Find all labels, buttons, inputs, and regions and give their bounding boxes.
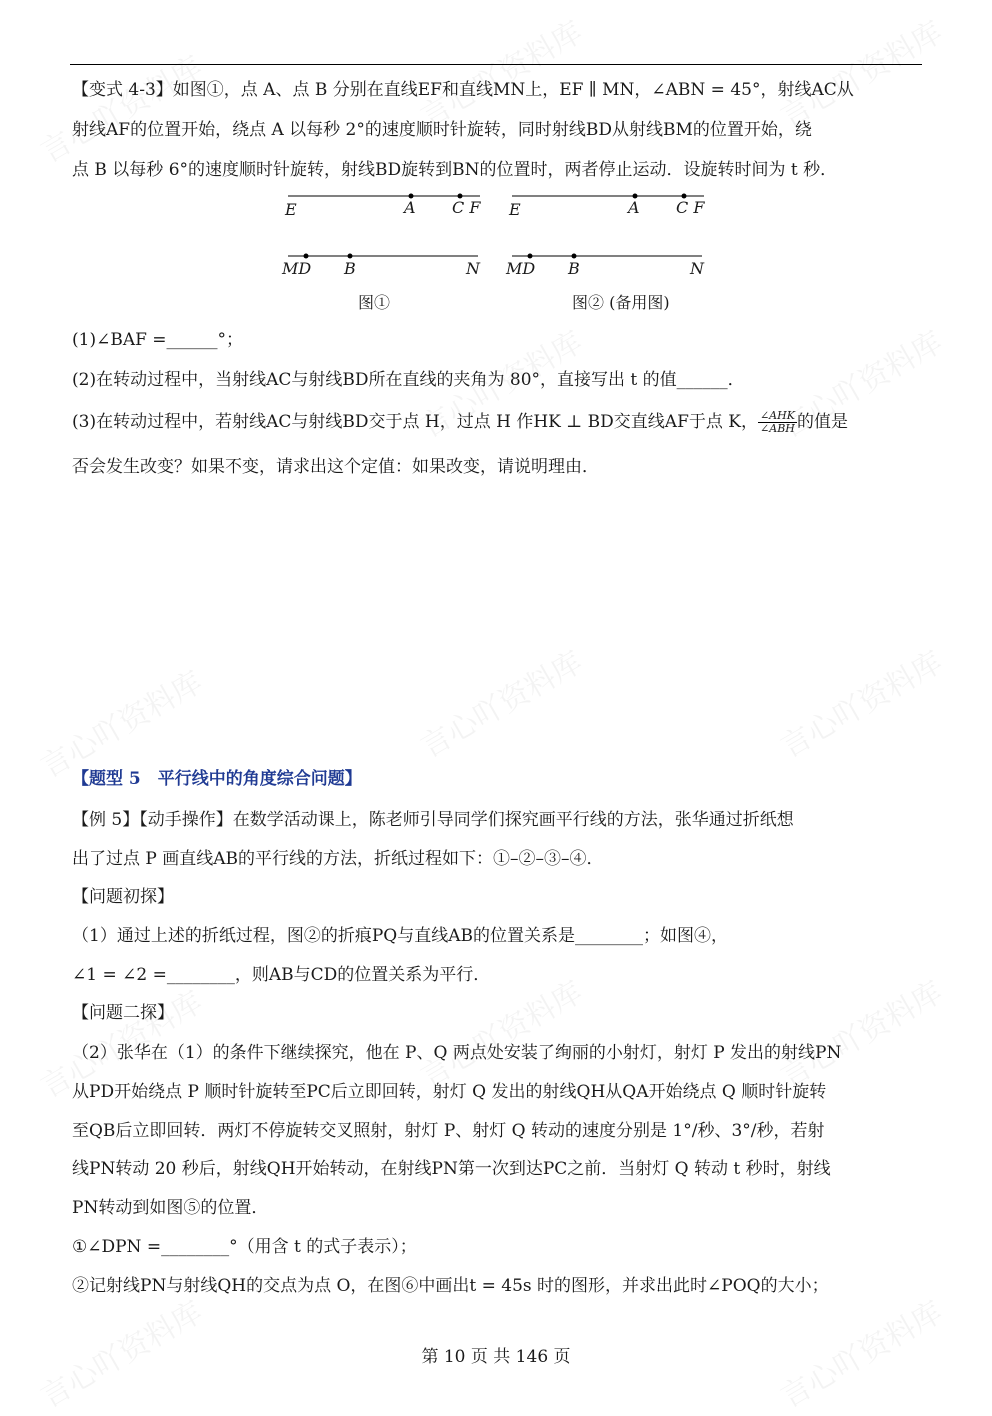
page-footer: 第 10 页 共 146 页: [421, 1347, 571, 1367]
subquestion-1: ①∠DPN =________°（用含 t 的式子表示）；: [72, 1237, 417, 1257]
part-1-line-1: （1）通过上述的折纸过程，图②的折痕PQ与直线AB的位置关系是________；如图④，: [72, 926, 728, 946]
part-2-line-1: （2）张华在（1）的条件下继续探究，他在 P、Q 两点处安装了绚丽的小射灯，射灯 P 发出的射线PN: [72, 1043, 842, 1063]
fraction-numerator: ∠AHK: [759, 409, 795, 422]
watermark: [771, 638, 949, 766]
question-1: (1)∠BAF =______°；: [72, 330, 244, 350]
part-2-line-3: 至QB后立即回转．两灯不停旋转交叉照射，射灯 P、射灯 Q 转动的速度分别是 1°/秒、3°/秒，若射: [72, 1121, 825, 1141]
watermark: [771, 8, 949, 136]
heading-initial-exploration: 【问题初探】: [72, 887, 174, 907]
figure-1-caption: 图①: [358, 293, 391, 312]
variant-line-2: 射线AF的位置开始，绕点 A 以每秒 2°的速度顺时针旋转，同时射线BD从射线BM的位置开始，绕: [72, 120, 812, 140]
watermark: [411, 968, 589, 1096]
label-CF: C F: [676, 198, 705, 217]
label-A: A: [628, 198, 640, 217]
label-B: B: [344, 259, 356, 278]
header-rule: [70, 64, 922, 65]
part-2-line-2: 从PD开始绕点 P 顺时针旋转至PC后立即回转，射灯 Q 发出的射线QH从QA开始绕点 Q 顺时针旋转: [72, 1082, 827, 1102]
part-2-line-5: PN转动到如图⑤的位置．: [72, 1198, 269, 1218]
figure-1: [280, 186, 490, 316]
question-3-line-1: [72, 410, 924, 435]
label-N: N: [466, 259, 480, 278]
example-line-2: 出了过点 P 画直线AB的平行线的方法，折纸过程如下：①–②–③–④．: [72, 849, 604, 869]
subquestion-2: ②记射线PN与射线QH的交点为点 O，在图⑥中画出t = 45s 时的图形，并求出此时∠POQ的大小；: [72, 1276, 829, 1296]
figure-2-caption: 图② (备用图): [572, 293, 670, 312]
example-line-1: 【例 5】【动手操作】在数学活动课上，陈老师引导同学们探究画平行线的方法，张华通过折纸想: [72, 810, 794, 830]
label-MD: MD: [282, 259, 312, 278]
section-title: 【题型 5 平行线中的角度综合问题】: [72, 769, 362, 789]
question-3-text: (3)在转动过程中，若射线AC与射线BD交于点 H，过点 H 作HK ⊥ BD交直线AF于点 K，: [72, 412, 758, 432]
watermark: [31, 43, 209, 171]
variant-line-1: 【变式 4-3】如图①，点 A、点 B 分别在直线EF和直线MN上，EF ∥ MN，∠ABN = 45°，射线AC从: [72, 80, 854, 100]
fraction-denominator: ∠ABH: [760, 422, 795, 435]
watermark: [411, 638, 589, 766]
question-3-line-2: 否会发生改变？如果不变，请求出这个定值：如果改变，请说明理由．: [72, 457, 599, 477]
figure-2: [504, 186, 724, 316]
label-MD: MD: [506, 259, 536, 278]
watermark: [771, 968, 949, 1096]
part-2-line-4: 线PN转动 20 秒后，射线QH开始转动，在射线PN第一次到达PC之前．当射灯 Q 转动 t 秒时，射线: [72, 1159, 831, 1179]
label-N: N: [690, 259, 704, 278]
question-2: (2)在转动过程中，当射线AC与射线BD所在直线的夹角为 80°，直接写出 t 的值______．: [72, 370, 745, 390]
ratio-fraction: [758, 410, 797, 435]
label-CF: C F: [452, 198, 481, 217]
watermark: [411, 8, 589, 136]
label-A: A: [404, 198, 416, 217]
part-1-line-2: ∠1 = ∠2 =________，则AB与CD的位置关系为平行．: [72, 965, 491, 985]
heading-second-exploration: 【问题二探】: [72, 1003, 174, 1023]
label-E: E: [285, 200, 297, 219]
label-B: B: [568, 259, 580, 278]
label-E: E: [509, 200, 521, 219]
question-3-tail: 的值是: [796, 412, 848, 432]
variant-line-3: 点 B 以每秒 6°的速度顺时针旋转，射线BD旋转到BN的位置时，两者停止运动．设旋转时间为 t 秒．: [72, 160, 838, 180]
